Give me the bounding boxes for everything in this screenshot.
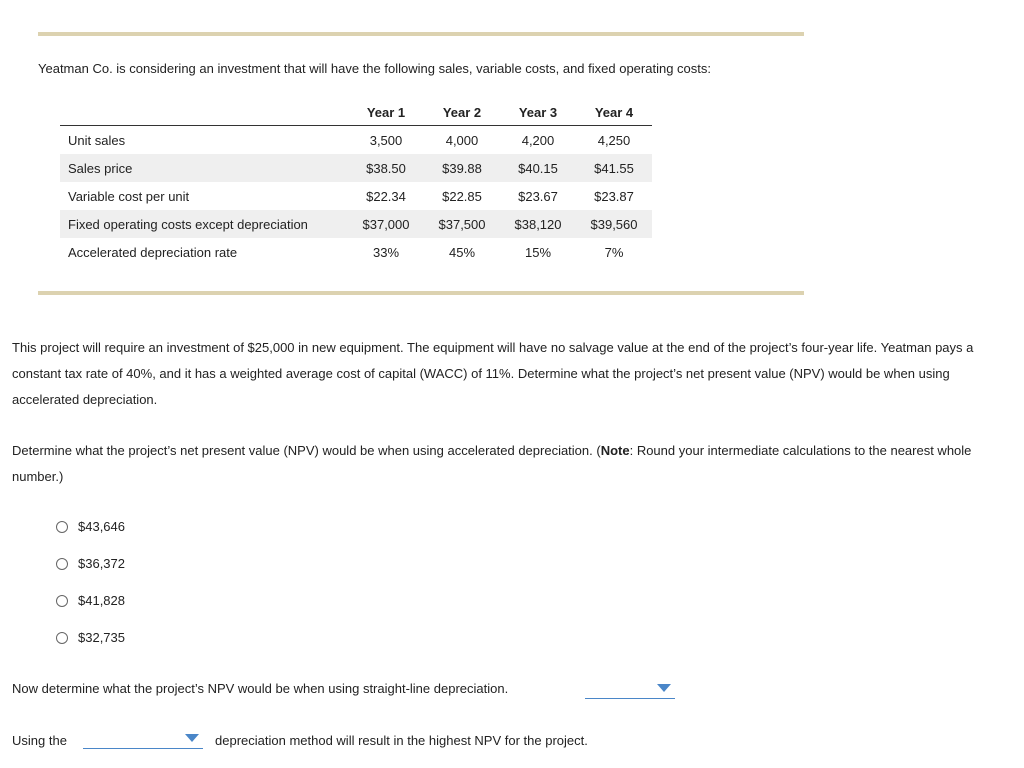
cell: $39.88 [424, 154, 500, 182]
table-header-row [60, 100, 652, 126]
question-text-before: Determine what the project’s net present value (NPV) would be when using accelerated depreciation. ( [12, 443, 601, 458]
header-year-3: Year 3 [500, 100, 576, 126]
cell: $23.67 [518, 188, 558, 204]
radio-button[interactable] [56, 595, 68, 607]
header-blank [60, 100, 348, 126]
bottom-divider [38, 291, 804, 295]
depreciation-method-dropdown[interactable] [83, 730, 203, 749]
straight-line-npv-dropdown[interactable] [585, 680, 675, 699]
cell: $23.87 [594, 188, 634, 204]
cell: $22.85 [442, 188, 482, 204]
table-row [60, 126, 652, 155]
straight-line-prompt: Now determine what the project’s NPV would be when using straight-line depreciation. [12, 681, 509, 696]
note-label: Note [600, 443, 630, 458]
row-label: Accelerated depreciation rate [68, 244, 238, 260]
cell: 45% [448, 244, 476, 260]
intro-text: Yeatman Co. is considering an investment that will have the following sales, variable costs, and fixed operating costs: [38, 61, 711, 76]
data-table [60, 100, 652, 266]
header-year-4: Year 4 [576, 100, 652, 126]
header-year-1: Year 1 [348, 100, 424, 126]
cell: 3,500 [369, 132, 403, 148]
cell: 4,000 [445, 132, 479, 148]
cell: $37,500 [424, 210, 500, 238]
top-divider [38, 32, 804, 36]
option-label[interactable]: $36,372 [78, 556, 125, 571]
question-text [12, 438, 1012, 490]
final-suffix: depreciation method will result in the highest NPV for the project. [215, 733, 588, 748]
answer-options [56, 508, 125, 656]
table-row [60, 154, 652, 182]
table-row [60, 210, 652, 238]
radio-button[interactable] [56, 558, 68, 570]
row-label: Fixed operating costs except depreciation [60, 210, 348, 238]
table-row [60, 238, 652, 266]
cell: 4,250 [597, 132, 631, 148]
cell: $40.15 [500, 154, 576, 182]
chevron-down-icon [185, 734, 199, 742]
cell: $37,000 [348, 210, 424, 238]
cell: $38,120 [500, 210, 576, 238]
table-row [60, 182, 652, 210]
cell: $39,560 [576, 210, 652, 238]
answer-option[interactable] [56, 619, 125, 656]
row-label: Unit sales [68, 132, 126, 148]
question-text-after: : Round your intermediate calculations to the nearest whole number.) [12, 443, 972, 484]
row-label: Variable cost per unit [68, 188, 190, 204]
radio-button[interactable] [56, 521, 68, 533]
cell: $41.55 [576, 154, 652, 182]
answer-option[interactable] [56, 582, 125, 619]
cell: 33% [372, 244, 400, 260]
option-label[interactable]: $32,735 [78, 630, 125, 645]
cell: 4,200 [521, 132, 555, 148]
radio-button[interactable] [56, 632, 68, 644]
problem-paragraph: This project will require an investment of $25,000 in new equipment. The equipment will have no salvage value at the end of the project’s four-year life. Yeatman pays a constant tax rate of 40%, and it has a weighted average cost of capital (WACC) of 11%. Determine what the project’s net present value (NPV) would be when using accelerated depreciation. [12, 340, 974, 407]
answer-option[interactable] [56, 545, 125, 582]
answer-option[interactable] [56, 508, 125, 545]
final-prefix: Using the [12, 733, 67, 748]
cell: 7% [604, 244, 624, 260]
header-year-2: Year 2 [424, 100, 500, 126]
option-label[interactable]: $41,828 [78, 593, 125, 608]
option-label[interactable]: $43,646 [78, 519, 125, 534]
cell: 15% [524, 244, 552, 260]
row-label: Sales price [60, 154, 348, 182]
cell: $22.34 [366, 188, 406, 204]
chevron-down-icon [657, 684, 671, 692]
cell: $38.50 [348, 154, 424, 182]
